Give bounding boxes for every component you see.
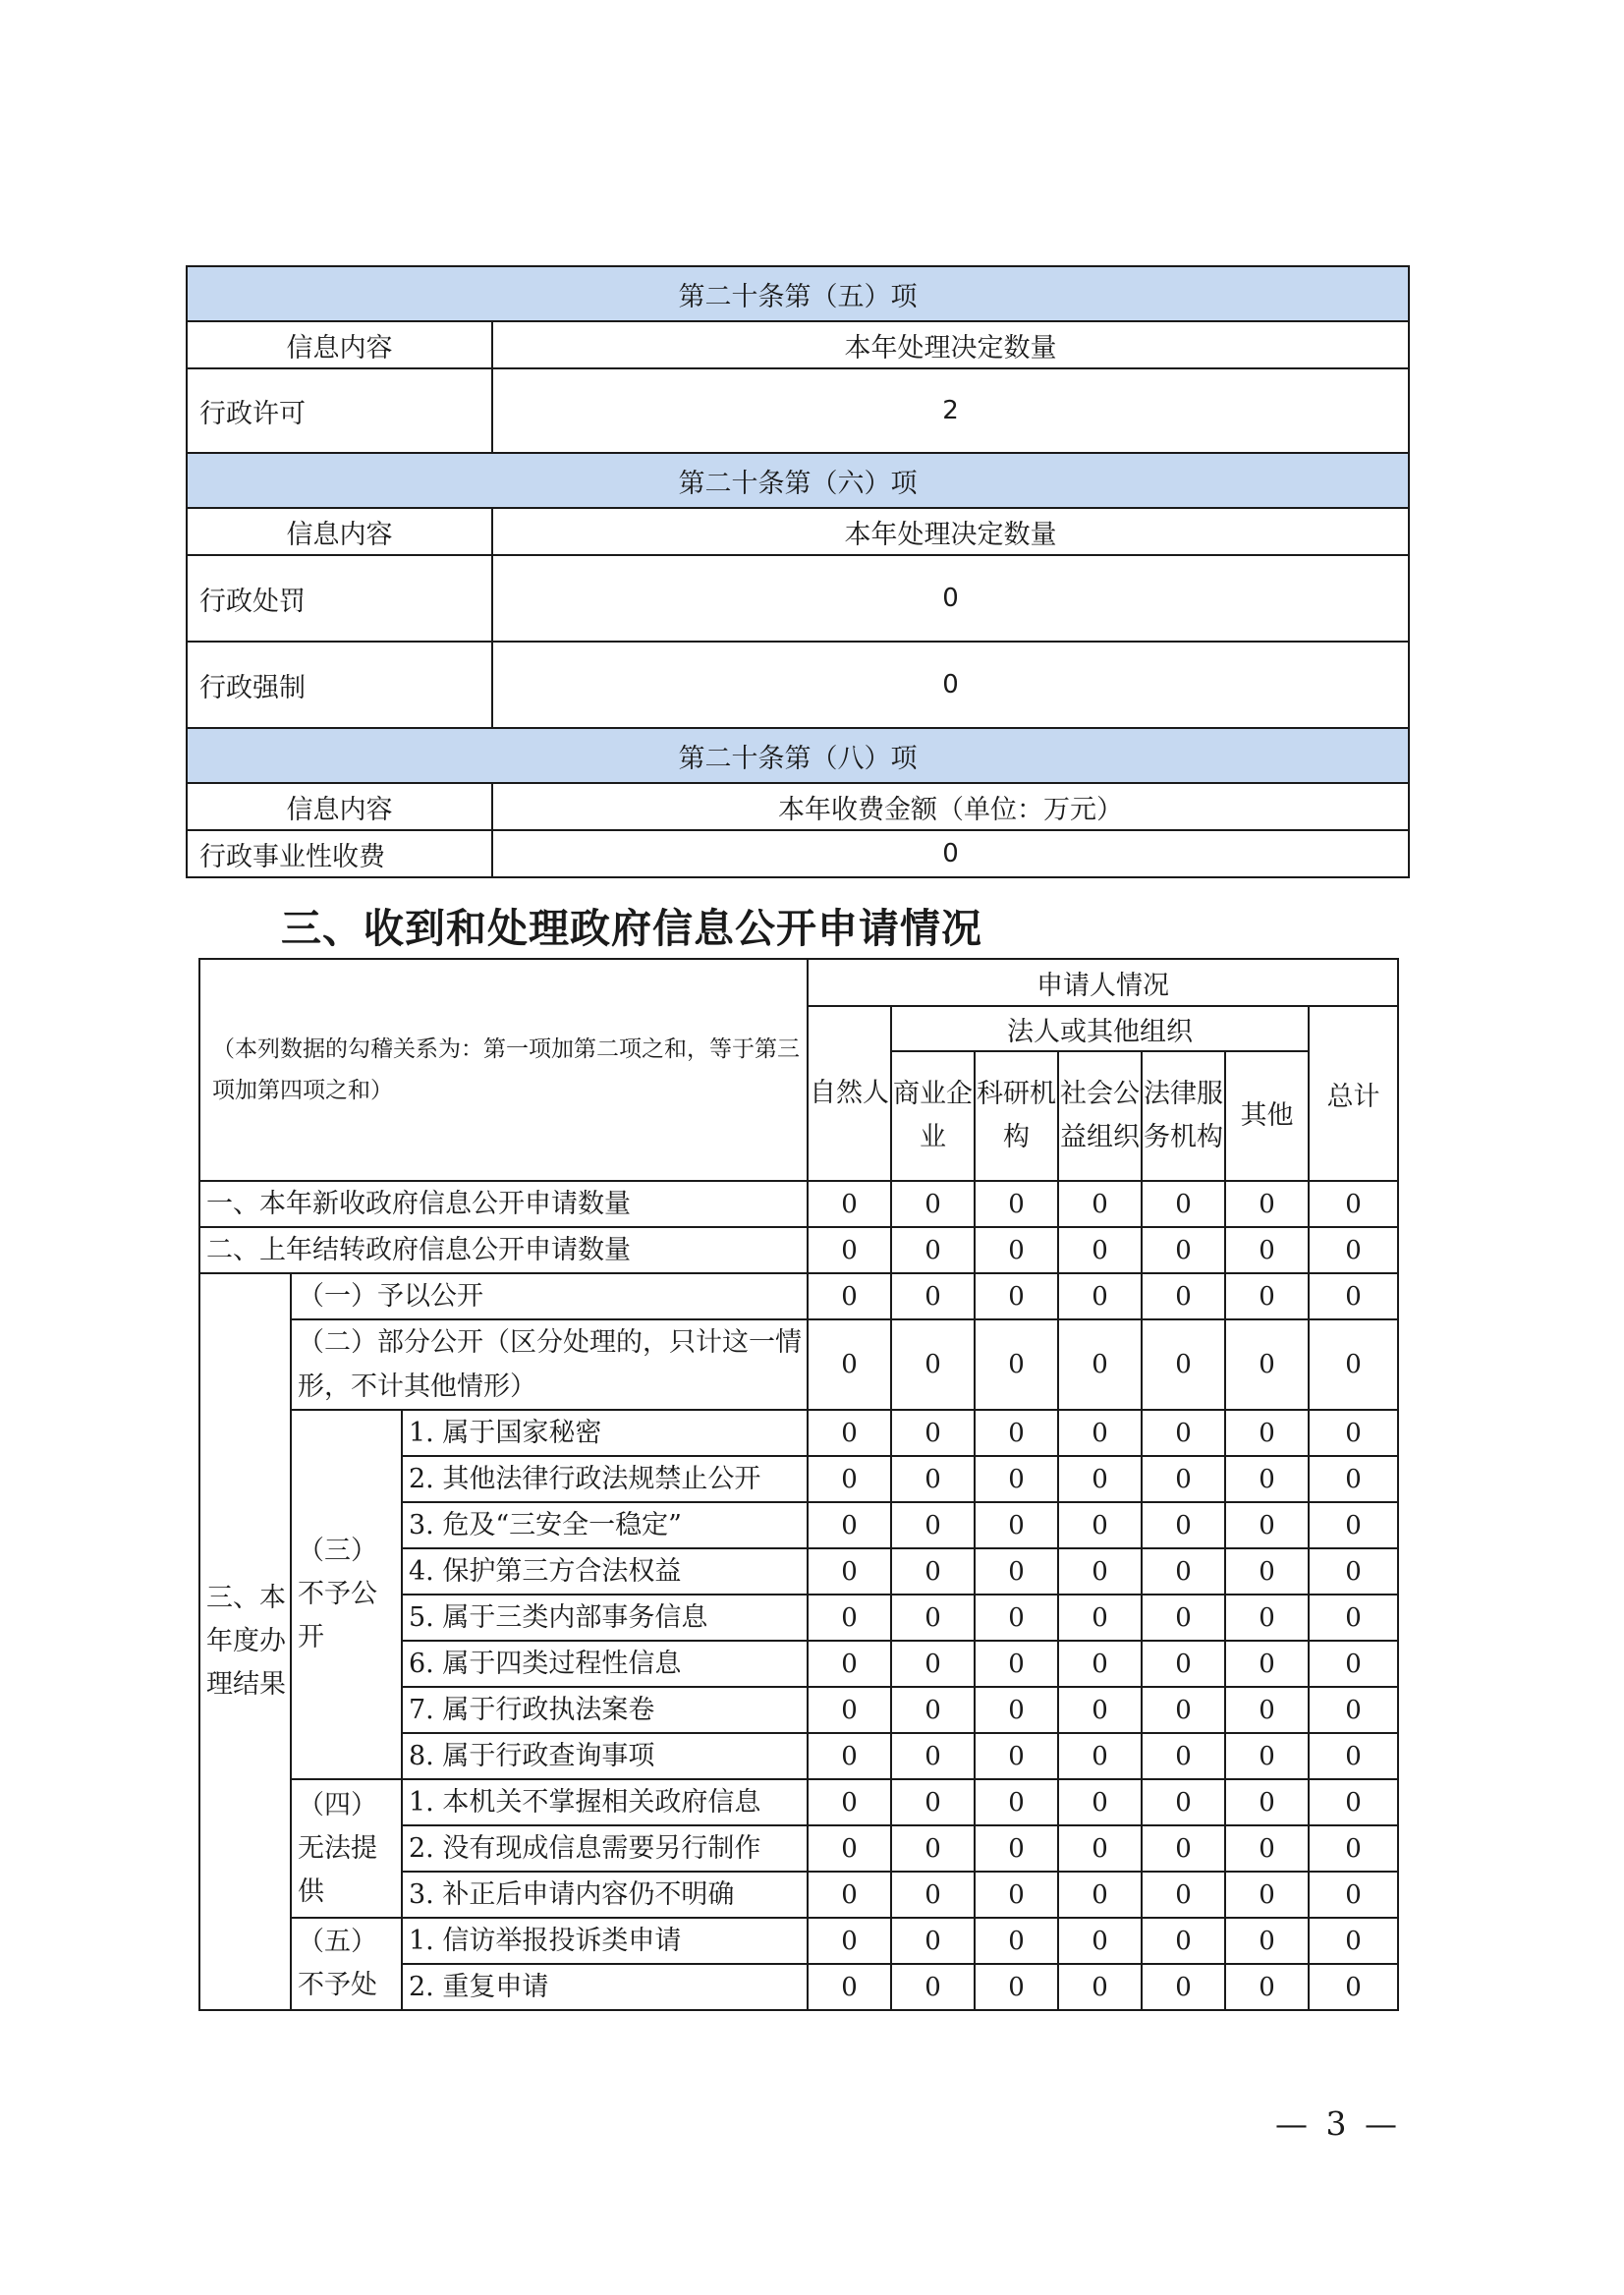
cell: 0	[891, 1595, 975, 1641]
cell: 0	[1309, 1502, 1398, 1548]
cell: 0	[808, 1825, 891, 1872]
cell: 0	[1225, 1319, 1309, 1410]
group-not-processed: （五）不予处	[291, 1918, 402, 2010]
cell: 0	[891, 1779, 975, 1825]
cell: 0	[1142, 1410, 1225, 1456]
cell: 0	[975, 1410, 1058, 1456]
cell: 0	[1225, 1548, 1309, 1595]
cell: 0	[1142, 1779, 1225, 1825]
cell: 0	[808, 1319, 891, 1410]
cell: 0	[808, 1548, 891, 1595]
cell: 0	[1225, 1595, 1309, 1641]
cell: 0	[1142, 1502, 1225, 1548]
cell: 0	[1309, 1779, 1398, 1825]
cell: 0	[891, 1918, 975, 1964]
header-info-content: 信息内容	[187, 321, 492, 368]
row-item: 1. 属于国家秘密	[402, 1410, 808, 1456]
row-disclosed: （一）予以公开	[291, 1273, 808, 1319]
cell: 0	[1225, 1964, 1309, 2010]
cell: 0	[1309, 1548, 1398, 1595]
cell: 0	[1142, 1964, 1225, 2010]
cell: 0	[808, 1687, 891, 1733]
cell: 0	[975, 1181, 1058, 1227]
cell: 0	[1225, 1918, 1309, 1964]
cell: 0	[1058, 1779, 1142, 1825]
cell: 0	[891, 1319, 975, 1410]
cell: 0	[1309, 1273, 1398, 1319]
row-item: 3. 补正后申请内容仍不明确	[402, 1872, 808, 1918]
cell: 0	[1142, 1548, 1225, 1595]
cell: 0	[1309, 1918, 1398, 1964]
legal-org-header: 法人或其他组织	[891, 1006, 1309, 1051]
cell: 0	[808, 1410, 891, 1456]
section-title: 三、收到和处理政府信息公开申请情况	[281, 905, 982, 952]
row-item: 1. 本机关不掌握相关政府信息	[402, 1779, 808, 1825]
cell: 0	[1058, 1227, 1142, 1273]
cell: 0	[975, 1918, 1058, 1964]
section-header-item-6: 第二十条第（六）项	[187, 453, 1409, 508]
cell: 0	[1058, 1502, 1142, 1548]
cell: 0	[1142, 1181, 1225, 1227]
cell: 0	[1058, 1595, 1142, 1641]
col-other: 其他	[1225, 1051, 1309, 1181]
row-item: 7. 属于行政执法案卷	[402, 1687, 808, 1733]
group-not-disclosed: （三）不予公开	[291, 1410, 402, 1779]
row-value: 0	[492, 555, 1409, 642]
reconciliation-note: （本列数据的勾稽关系为：第一项加第二项之和，等于第三项加第四项之和）	[199, 959, 808, 1181]
cell: 0	[808, 1181, 891, 1227]
cell: 0	[1058, 1964, 1142, 2010]
cell: 0	[891, 1456, 975, 1502]
row-partially-disclosed: （二）部分公开（区分处理的，只计这一情形，不计其他情形）	[291, 1319, 808, 1410]
cell: 0	[1309, 1733, 1398, 1779]
cell: 0	[1058, 1273, 1142, 1319]
col-natural-person: 自然人	[808, 1006, 891, 1181]
cell: 0	[808, 1918, 891, 1964]
cell: 0	[975, 1456, 1058, 1502]
row-label: 行政强制	[187, 642, 492, 728]
disclosure-items-table	[186, 265, 1410, 878]
cell: 0	[975, 1273, 1058, 1319]
cell: 0	[975, 1548, 1058, 1595]
cell: 0	[975, 1641, 1058, 1687]
cell: 0	[891, 1273, 975, 1319]
page-number: — 3 —	[1275, 2104, 1401, 2143]
row-item: 2. 其他法律行政法规禁止公开	[402, 1456, 808, 1502]
cell: 0	[1142, 1227, 1225, 1273]
col-public-welfare: 社会公益组织	[1058, 1051, 1142, 1181]
cell: 0	[1058, 1825, 1142, 1872]
row-value: 0	[492, 830, 1409, 877]
cell: 0	[975, 1595, 1058, 1641]
cell: 0	[1309, 1641, 1398, 1687]
cell: 0	[1309, 1181, 1398, 1227]
cell: 0	[891, 1733, 975, 1779]
row-label: 行政许可	[187, 368, 492, 453]
row-item: 1. 信访举报投诉类申请	[402, 1918, 808, 1964]
cell: 0	[1309, 1872, 1398, 1918]
cell: 0	[891, 1964, 975, 2010]
row-item: 2. 没有现成信息需要另行制作	[402, 1825, 808, 1872]
cell: 0	[1225, 1733, 1309, 1779]
cell: 0	[1309, 1456, 1398, 1502]
section-header-item-5: 第二十条第（五）项	[187, 266, 1409, 321]
row-value: 2	[492, 368, 1409, 453]
cell: 0	[975, 1779, 1058, 1825]
cell: 0	[808, 1595, 891, 1641]
cell: 0	[1058, 1456, 1142, 1502]
cell: 0	[1058, 1733, 1142, 1779]
col-total: 总计	[1309, 1006, 1398, 1181]
cell: 0	[1142, 1273, 1225, 1319]
row-item: 4. 保护第三方合法权益	[402, 1548, 808, 1595]
header-fee-amount: 本年收费金额（单位：万元）	[492, 783, 1409, 830]
cell: 0	[808, 1872, 891, 1918]
cell: 0	[1142, 1641, 1225, 1687]
cell: 0	[975, 1825, 1058, 1872]
cell: 0	[1142, 1872, 1225, 1918]
cell: 0	[1142, 1733, 1225, 1779]
cell: 0	[1309, 1687, 1398, 1733]
cell: 0	[1058, 1548, 1142, 1595]
results-label: 三、本年度办理结果	[199, 1273, 291, 2010]
cell: 0	[1309, 1595, 1398, 1641]
row-item: 5. 属于三类内部事务信息	[402, 1595, 808, 1641]
cell: 0	[1225, 1641, 1309, 1687]
cell: 0	[808, 1227, 891, 1273]
row-item: 6. 属于四类过程性信息	[402, 1641, 808, 1687]
cell: 0	[1142, 1319, 1225, 1410]
cell: 0	[891, 1502, 975, 1548]
cell: 0	[975, 1687, 1058, 1733]
cell: 0	[1058, 1872, 1142, 1918]
group-unable-to-provide: （四）无法提供	[291, 1779, 402, 1918]
cell: 0	[1309, 1825, 1398, 1872]
cell: 0	[891, 1227, 975, 1273]
header-decision-count: 本年处理决定数量	[492, 508, 1409, 555]
cell: 0	[1142, 1595, 1225, 1641]
header-decision-count: 本年处理决定数量	[492, 321, 1409, 368]
application-stats-table	[198, 958, 1399, 2011]
cell: 0	[975, 1502, 1058, 1548]
cell: 0	[808, 1964, 891, 2010]
cell: 0	[891, 1825, 975, 1872]
col-legal-services: 法律服务机构	[1142, 1051, 1225, 1181]
cell: 0	[1309, 1964, 1398, 2010]
cell: 0	[1225, 1410, 1309, 1456]
cell: 0	[975, 1319, 1058, 1410]
cell: 0	[1225, 1687, 1309, 1733]
cell: 0	[1058, 1319, 1142, 1410]
cell: 0	[1225, 1872, 1309, 1918]
cell: 0	[808, 1779, 891, 1825]
header-info-content: 信息内容	[187, 508, 492, 555]
cell: 0	[808, 1733, 891, 1779]
cell: 0	[1225, 1456, 1309, 1502]
cell: 0	[1142, 1687, 1225, 1733]
cell: 0	[1225, 1825, 1309, 1872]
row-label: 行政处罚	[187, 555, 492, 642]
cell: 0	[1225, 1273, 1309, 1319]
cell: 0	[891, 1548, 975, 1595]
cell: 0	[1309, 1319, 1398, 1410]
row-item: 8. 属于行政查询事项	[402, 1733, 808, 1779]
cell: 0	[808, 1641, 891, 1687]
row-item: 2. 重复申请	[402, 1964, 808, 2010]
cell: 0	[975, 1227, 1058, 1273]
header-info-content: 信息内容	[187, 783, 492, 830]
cell: 0	[1142, 1456, 1225, 1502]
row-new-applications: 一、本年新收政府信息公开申请数量	[199, 1181, 808, 1227]
cell: 0	[891, 1181, 975, 1227]
cell: 0	[975, 1964, 1058, 2010]
cell: 0	[1225, 1502, 1309, 1548]
cell: 0	[808, 1502, 891, 1548]
cell: 0	[1225, 1181, 1309, 1227]
cell: 0	[1058, 1410, 1142, 1456]
cell: 0	[808, 1456, 891, 1502]
cell: 0	[1058, 1687, 1142, 1733]
row-carryover: 二、上年结转政府信息公开申请数量	[199, 1227, 808, 1273]
cell: 0	[975, 1733, 1058, 1779]
row-value: 0	[492, 642, 1409, 728]
cell: 0	[1058, 1918, 1142, 1964]
applicant-header: 申请人情况	[808, 959, 1398, 1006]
cell: 0	[1309, 1227, 1398, 1273]
cell: 0	[1058, 1181, 1142, 1227]
cell: 0	[808, 1273, 891, 1319]
row-label: 行政事业性收费	[187, 830, 492, 877]
cell: 0	[891, 1410, 975, 1456]
section-header-item-8: 第二十条第（八）项	[187, 728, 1409, 783]
col-commercial: 商业企业	[891, 1051, 975, 1181]
cell: 0	[975, 1872, 1058, 1918]
cell: 0	[1142, 1918, 1225, 1964]
cell: 0	[1058, 1641, 1142, 1687]
cell: 0	[1225, 1227, 1309, 1273]
cell: 0	[891, 1641, 975, 1687]
cell: 0	[891, 1687, 975, 1733]
cell: 0	[891, 1872, 975, 1918]
cell: 0	[1309, 1410, 1398, 1456]
col-research: 科研机构	[975, 1051, 1058, 1181]
row-item: 3. 危及“三安全一稳定”	[402, 1502, 808, 1548]
cell: 0	[1142, 1825, 1225, 1872]
cell: 0	[1225, 1779, 1309, 1825]
